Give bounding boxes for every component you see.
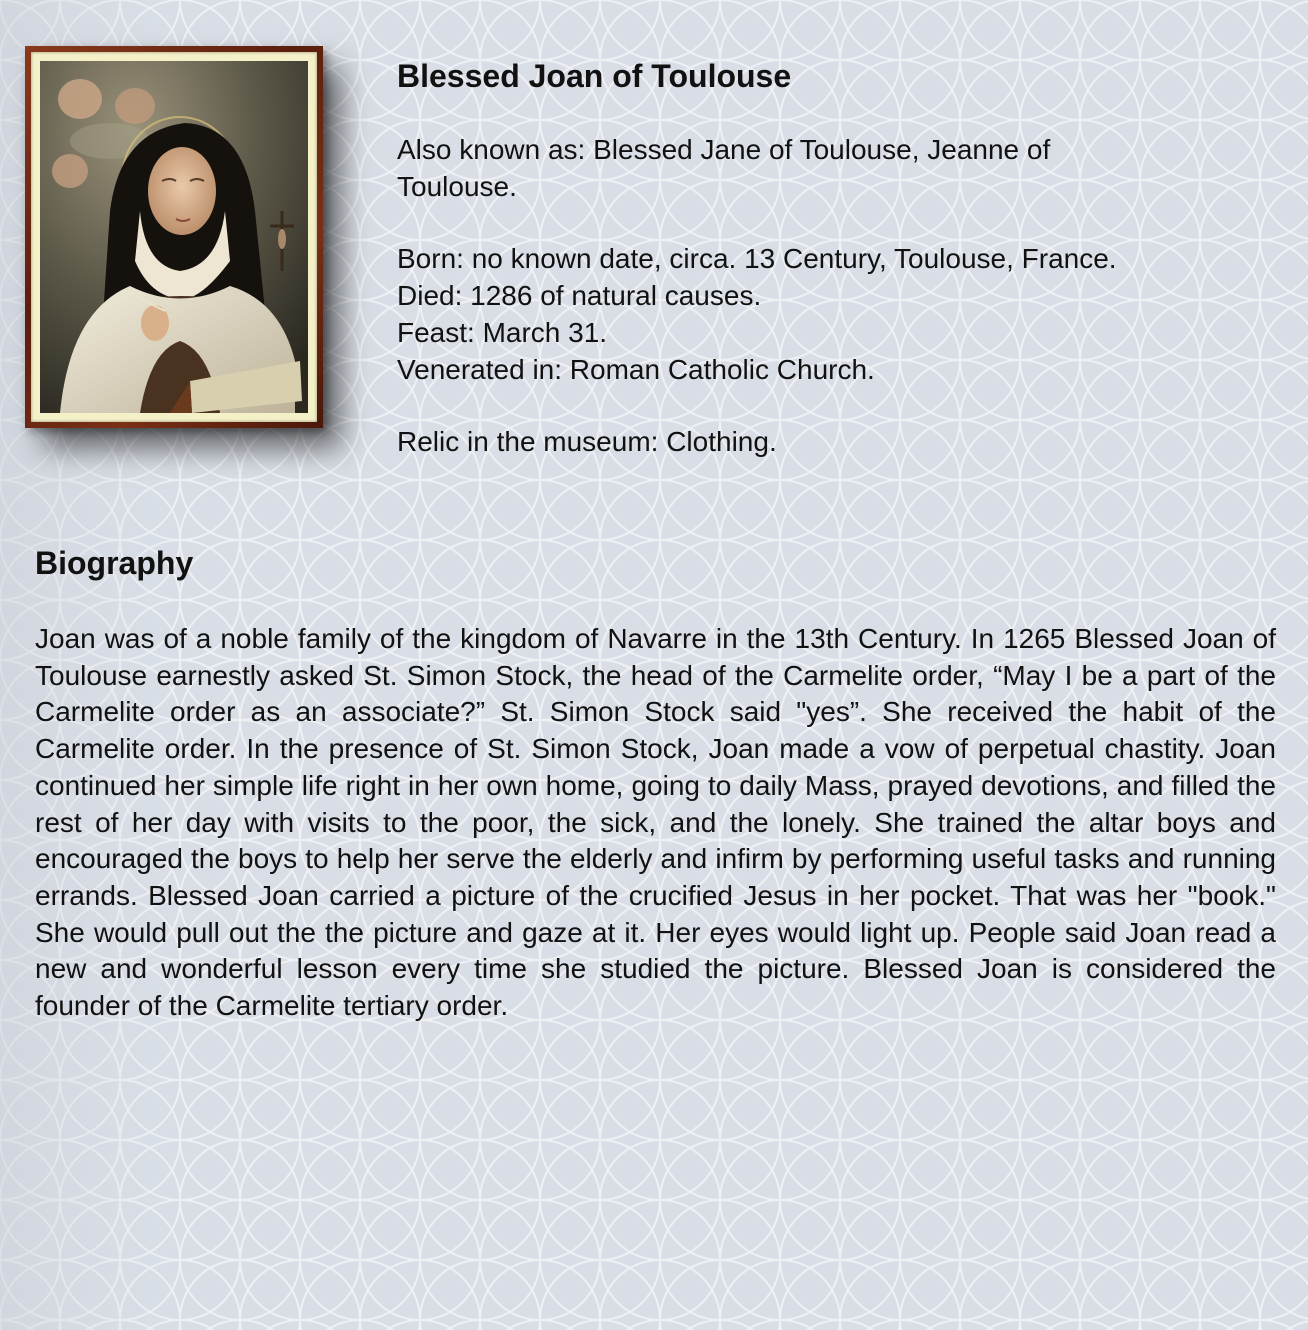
spacer (397, 205, 1177, 241)
portrait-frame (25, 46, 323, 428)
biography-text: Joan was of a noble family of the kingdom of Navarre in the 13th Century. In 1265 Blessed Joan of Toulouse earnestly asked St. Simon Stock, the head of the Carmelite order, “May I be a part of the Carmelite order as an associate?” St. Simon Stock said "yes”. She received the habit of the Carmelite order. In the presence of St. Simon Stock, Joan made a vow of perpetual chastity. Joan continued her simple life right in her own home, going to daily Mass, prayed devotions, and filled the rest of her day with visits to the poor, the sick, and the lonely. She trained the altar boys and encouraged the boys to help her serve the elderly and infirm by performing useful tasks and running errands. Blessed Joan carried a picture of the crucified Jesus in her pocket. That was her "book." She would pull out the the picture and gaze at it. Her eyes would light up. People said Joan read a new and wonderful lesson every time she studied the picture. Blessed Joan is considered the founder of the Carmelite tertiary order. (35, 623, 1276, 1022)
died-info: Died: 1286 of natural causes. (397, 280, 762, 312)
portrait-mat (31, 52, 317, 422)
spacer (397, 388, 1177, 424)
biography-heading: Biography (35, 545, 194, 581)
saint-info-block (397, 56, 1177, 461)
saint-title: Blessed Joan of Toulouse (397, 58, 792, 94)
born-info: Born: no known date, circa. 13 Century, Toulouse, France. (397, 243, 1117, 275)
spacer (397, 96, 1177, 132)
saint-portrait-image (40, 61, 308, 413)
relic-info: Relic in the museum: Clothing. (397, 426, 777, 458)
feast-info: Feast: March 31. (397, 316, 608, 348)
venerated-info: Venerated in: Roman Catholic Church. (397, 353, 875, 385)
also-known-as: Also known as: Blessed Jane of Toulouse, Jeanne of Toulouse. (397, 134, 1051, 202)
